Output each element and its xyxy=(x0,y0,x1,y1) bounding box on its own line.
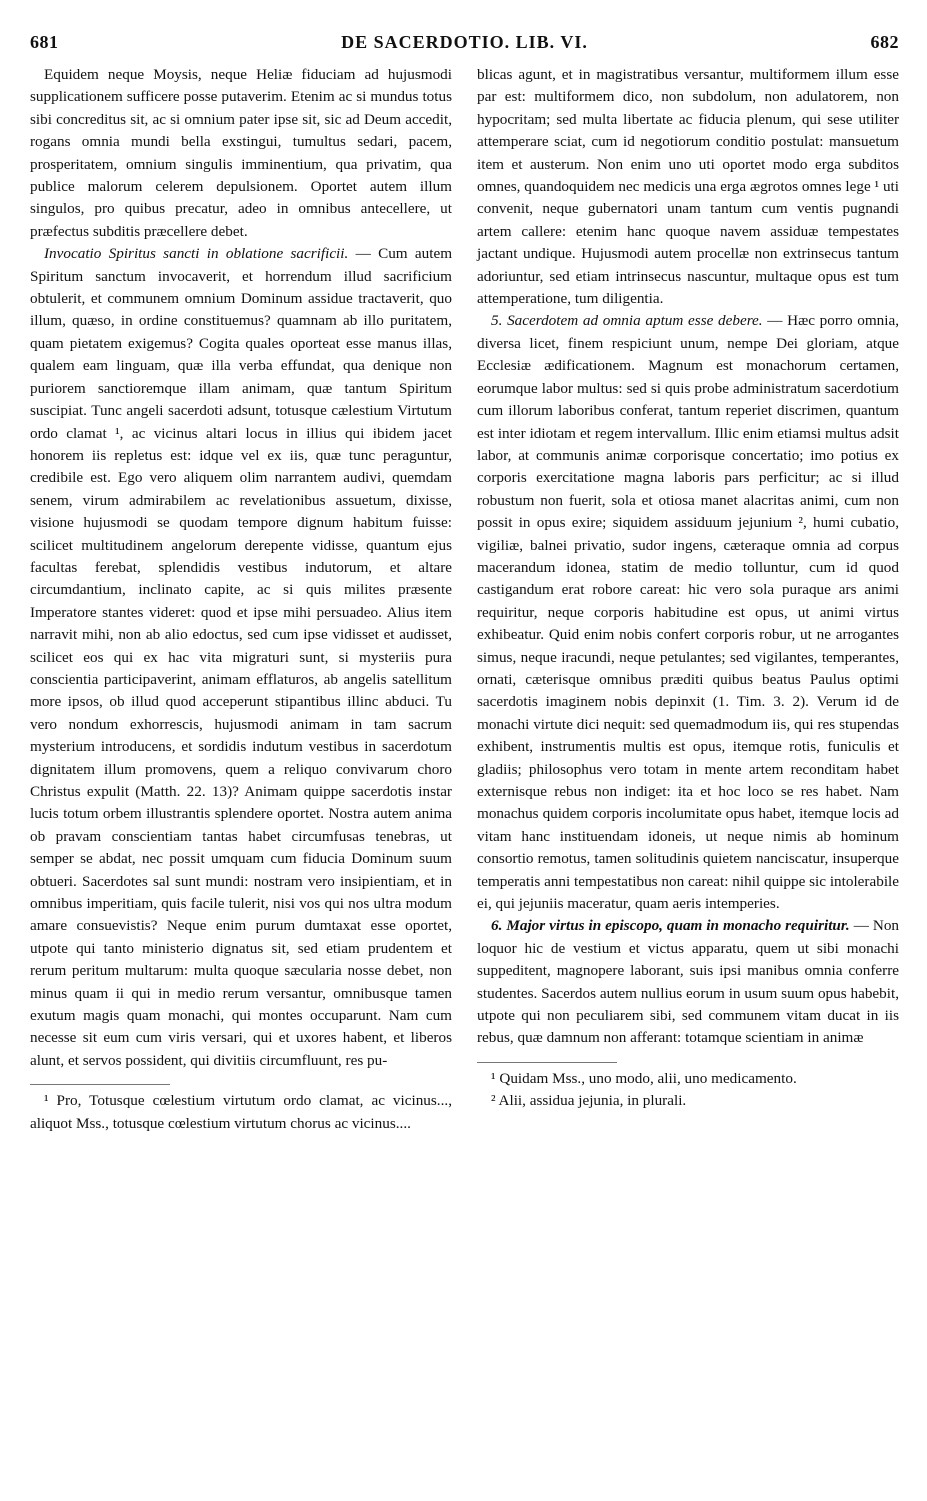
footnotes-right xyxy=(477,1062,899,1113)
footnote: ¹ Quidam Mss., uno modo, alii, uno medicamento. xyxy=(491,1069,797,1087)
paragraph-with-heading xyxy=(30,243,452,1072)
left-page-number: 681 xyxy=(30,32,59,52)
paragraph-text: Non loquor hic de vestium et victus apparatu, quem ut sibi monachi suppeditent, magnopere laborant, suis ipsi manibus omnia conferre studentes. Sacerdos autem nullius eorum in usum suum opus habebit, utpote qui non peculiarem sibi, sed communem vitam ducat in iis rebus, quæ damnum non afferant: totamque scientiam in animæ xyxy=(477,917,900,1047)
right-page-number: 682 xyxy=(870,32,899,52)
section-heading: 5. Sacerdotem ad omnia aptum esse debere. xyxy=(491,312,763,330)
right-column xyxy=(477,64,899,1135)
paragraph: Equidem neque Moysis, neque Heliæ fiduciam ad hujusmodi supplicationem sufficere posse putaverim. Etenim ac si mundus totus sibi concreditus sit, ac si omnium pater ipse sit, sic ad Deum accedit, rogans omnia mundi bella exstingui, tumultus sedari, pacem, prosperitatem, omnium singulis imminentium, qua privatim, qua publice malorum celerem depulsionem. Oportet autem illum singulos, pro quibus precatur, adeo in omnibus antecellere, ut præfectus subditis præcellere debet. xyxy=(30,66,452,240)
dash-separator: — xyxy=(853,917,869,935)
left-column xyxy=(30,64,452,1135)
paragraph-text: Hæc porro omnia, diversa licet, finem respiciunt unum, nempe Dei gloriam, atque Ecclesiæ ædificationem. Magnum est monachorum certamen, eorumque labor multus: sed si quis probe administratum sacerdotium cum illorum laboribus conferat, tantum reperiet discrimen, quantum est inter idiotam et regem intervallum. Illic enim etiamsi multus adsit labor, at communis animæ corporisque concertatio; imo potius ex corporis exercitatione magna laboris pars perficitur; ac si illud robustum non fuerit, sola et otiosa manet alacritas animi, cum non possit in opus exire; siquidem assiduum jejunium ², humi cubatio, vigiliæ, balnei privatio, sudor ingens, cæteraque omnia ad corpus macerandum idonea, statim de medio tolluntur, cum id quod castigandum erat robore careat: hic vero sola puraque ars animi requiritur, neque corporis habitudine est opus, ut animi virtus exhibeatur. Quid enim nobis confert corporis robur, ut ne arrogantes simus, neque iracundi, neque petulantes; sed vigilantes, temperantes, ornati, cæterisque omnibus præditi quibus beatus Paulus optimi sacerdotis imaginem nobis depinxit (1. Tim. 3. 2). Verum id de monachi virtute dici nequit: sed quemadmodum iis, qui res stupendas exhibent, instrumentis multis est opus, itemque rotis, funiculis et gladiis; philosophus vero totam in mente artem reconditam habet externisque rebus non indiget: ita et hoc loco se res habet. Nam monachus quidem corporis incolumitate opus habet, itemque locis ad vitam hanc instituendam idoneis, ut neque nimis ab hominum consortio remotus, tamen solitudinis quietem nanciscatur, insuperque temperatis anni tempestatibus non careat: nihil quippe sic intolerabile ei, qui jejuniis maceratur, quam aeris intemperies. xyxy=(477,312,900,913)
footnote: ¹ Pro, Totusque cœlestium virtutum ordo clamat, ac vicinus..., aliquot Mss., totusque cœlestium virtutum chorus ac vicinus.... xyxy=(30,1092,452,1132)
running-title: DE SACERDOTIO. LIB. VI. xyxy=(341,32,588,52)
section-heading: Invocatio Spiritus sancti in oblatione sacrificii. xyxy=(44,245,349,263)
running-header xyxy=(30,32,899,58)
dash-separator: — xyxy=(355,245,371,263)
paragraph-text: Cum autem Spiritum sanctum invocaverit, et horrendum illud sacrificium obtulerit, et communem omnium Dominum assidue tractaverit, quo illum, quæso, in ordine constituemus? quamnam ab illo puritatem, quam pietatem exigemus? Cogita quales oporteat esse manus illas, qualem eam linguam, quæ illa verba effundat, qua denique non puriorem sanctioremque illam animam, quæ tantum Spiritum suscipiat. Tunc angeli sacerdoti adsunt, totusque cælestium Virtutum ordo clamat ¹, ac vicinus altari locus in illius qui ibidem jacet honorem iis repletus est: idque vel ex iis, quæ tunc peraguntur, credibile est. Ego vero aliquem olim narrantem audivi, quemdam senem, virum admirabilem ac revelationibus assuetum, dixisse, visione hujusmodi se quodam tempore dignum habitum fuisse: scilicet multitudinem angelorum derepente vidisse, quantum ejus facultas ferebat, splendidis vestibus indutorum, et altare circumdantium, inclinato capite, ac si quis milites præsente Imperatore stantes videret: quod et ipse mihi persuadeo. Alius item narravit mihi, non ab alio edoctus, sed cum ipse vidisset et audisset, scilicet eos qui ex hac vita migraturi sunt, si mysteriis pura conscientia participaverint, animam efflaturos, ab angelis satellitum more ipsos, ob illud quod acceperunt stipantibus illinc abduci. Tu vero nondum exhorrescis, hujusmodi animam in tam sacrum mysterium introducens, et sordidis indutum vestibus in sacerdotum dignitatem illum promovens, quem a reliquo convivarum choro Christus expulit (Matth. 22. 13)? Animam quippe sacerdotis instar lucis totum orbem illustrantis splendere oportet. Nostra autem anima ob pravam conscientiam tantas habet circumfusas tenebras, ut semper se abdat, nec possit umquam cum fiducia Dominum suum obtueri. Sacerdotes sal sunt mundi: nostram vero insipientiam, et in omnibus imperitiam, quis facile tulerit, nisi vos qui nos ultra modum amare consuevistis? Neque enim purum dumtaxat esse oportet, utpote qui tanto ministerio dignatus sit, sed etiam prudentem et rerum peritum multarum: multa quoque sæcularia nosse debet, non minus quam ii qui in medio rerum versantur, omnibusque tamen exutum magis quam monachi, qui montes occuparunt. Nam cum necesse sit eum cum viris versari, qui et uxores habent, et liberos alunt, et servos possident, qui divitiis circumfluunt, res pu- xyxy=(30,245,453,1069)
footnote: ² Alii, assidua jejunia, in plurali. xyxy=(491,1092,687,1110)
paragraph-with-heading xyxy=(477,310,899,915)
paragraph: blicas agunt, et in magistratibus versantur, multiformem illum esse par est: multiformem dico, non subdolum, non adulatorem, non hypocritam; sed multa libertate ac fiducia plenum, qui sese utiliter attemperare sciat, cum id negotiorum conditio postulat: mansuetum item et austerum. Non enim uno uti oportet modo erga subditos omnes, quandoquidem nec medicis una erga ægrotos omnes lege ¹ uti convenit, neque gubernatori unam tantum cum ventis pugnandi artem callere: etenim hanc quoque navem assiduæ tempestates jactant undique. Hujusmodi autem procellæ non extrinsecus tantum adoriuntur, sed etiam intrinsecus nascuntur, multaque opus est tum attemperatione, tum diligentia. xyxy=(477,66,899,308)
footnote-rule xyxy=(477,1062,617,1063)
paragraph-with-heading xyxy=(477,915,899,1049)
footnotes-left xyxy=(30,1084,452,1135)
two-column-body xyxy=(30,64,899,1135)
section-heading: 6. Major virtus in episcopo, quam in monacho requiritur. xyxy=(491,917,850,935)
footnote-rule xyxy=(30,1084,170,1085)
dash-separator: — xyxy=(767,312,783,330)
